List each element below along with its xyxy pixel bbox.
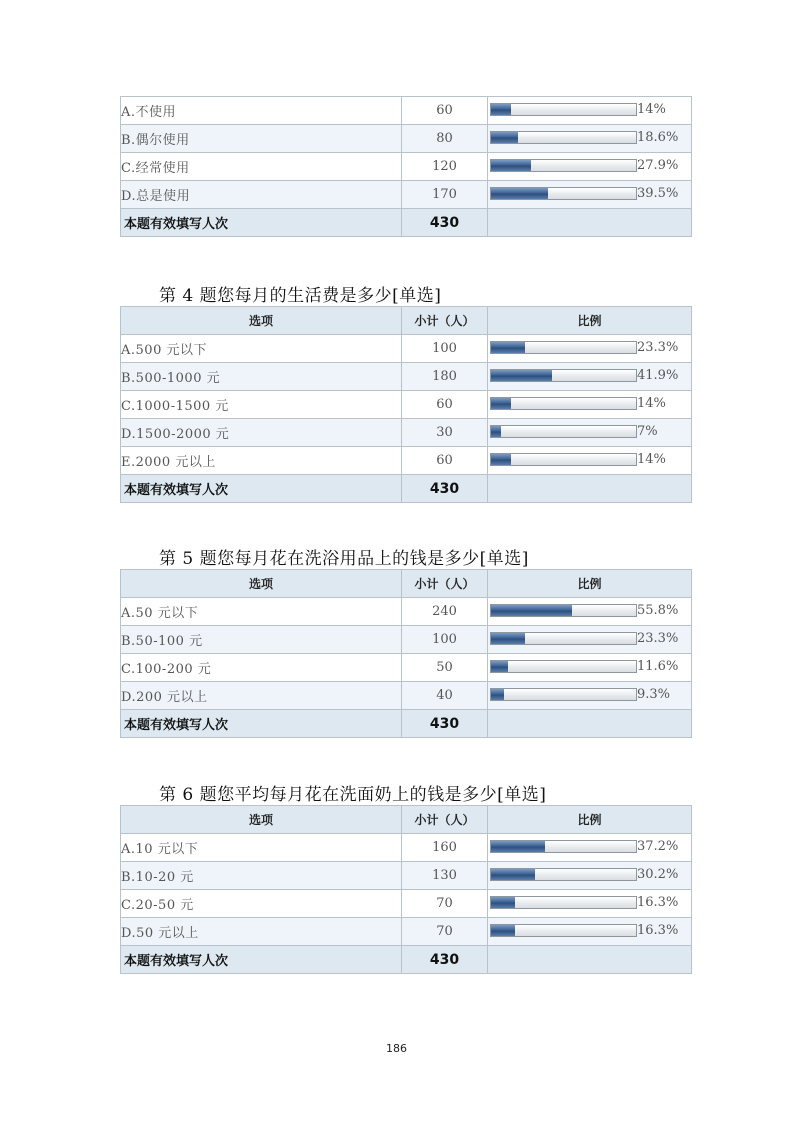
progress-bar [490,103,637,116]
column-header: 小计（人） [402,570,488,598]
table-row [121,654,692,682]
ratio-cell [488,834,692,862]
total-count: 430 [402,710,488,738]
column-header: 小计（人） [402,806,488,834]
progress-bar-fill [491,661,508,672]
total-label: 本题有效填写人次 [121,946,402,974]
percent-label: 27.9% [637,158,679,173]
progress-bar [490,896,637,909]
option-cell: B.偶尔使用 [121,125,402,153]
header-row [121,307,692,335]
option-cell: E.2000 元以上 [121,447,402,475]
percent-label: 14% [637,102,666,117]
progress-bar [490,425,637,438]
ratio-cell [488,97,692,125]
option-cell: C.20-50 元 [121,890,402,918]
progress-bar-fill [491,897,515,908]
progress-bar [490,187,637,200]
progress-bar-fill [491,689,504,700]
option-cell: C.经常使用 [121,153,402,181]
progress-bar-fill [491,370,552,381]
progress-bar-fill [491,454,511,465]
ratio-cell [488,391,692,419]
count-cell: 40 [402,682,488,710]
count-cell: 170 [402,181,488,209]
table-row [121,181,692,209]
count-cell: 70 [402,890,488,918]
progress-bar [490,369,637,382]
progress-bar-fill [491,188,548,199]
percent-label: 9.3% [637,687,671,702]
table-row [121,419,692,447]
ratio-cell [488,626,692,654]
table-row [121,125,692,153]
percent-label: 39.5% [637,186,679,201]
ratio-cell [488,447,692,475]
progress-bar [490,604,637,617]
ratio-cell [488,890,692,918]
progress-bar-fill [491,869,535,880]
progress-bar [490,131,637,144]
progress-bar-fill [491,925,515,936]
progress-bar [490,660,637,673]
percent-label: 11.6% [637,659,679,674]
progress-bar-fill [491,342,525,353]
table-row [121,153,692,181]
page-number: 186 [386,1042,407,1055]
count-cell: 100 [402,626,488,654]
ratio-cell [488,419,692,447]
table-row [121,598,692,626]
total-row [121,710,692,738]
column-header: 选项 [121,806,402,834]
ratio-cell [488,918,692,946]
percent-label: 7% [637,424,658,439]
table-row [121,834,692,862]
ratio-cell [488,125,692,153]
percent-label: 14% [637,396,666,411]
progress-bar [490,868,637,881]
q6-table [120,805,692,974]
progress-bar [490,159,637,172]
option-cell: D.50 元以上 [121,918,402,946]
progress-bar-fill [491,426,501,437]
table-row [121,918,692,946]
count-cell: 60 [402,97,488,125]
ratio-cell [488,862,692,890]
count-cell: 120 [402,153,488,181]
ratio-cell [488,363,692,391]
percent-label: 16.3% [637,895,679,910]
percent-label: 23.3% [637,631,679,646]
progress-bar [490,924,637,937]
option-cell: D.总是使用 [121,181,402,209]
header-row [121,806,692,834]
table-row [121,363,692,391]
ratio-cell [488,682,692,710]
progress-bar [490,453,637,466]
column-header: 比例 [488,307,692,335]
total-empty-cell [488,946,692,974]
count-cell: 160 [402,834,488,862]
table-row [121,97,692,125]
total-empty-cell [488,209,692,237]
percent-label: 23.3% [637,340,679,355]
option-cell: C.100-200 元 [121,654,402,682]
ratio-cell [488,335,692,363]
ratio-cell [488,153,692,181]
total-count: 430 [402,475,488,503]
option-cell: D.1500-2000 元 [121,419,402,447]
progress-bar-fill [491,160,531,171]
option-cell: B.500-1000 元 [121,363,402,391]
progress-bar [490,688,637,701]
option-cell: A.10 元以下 [121,834,402,862]
progress-bar [490,341,637,354]
option-cell: A.500 元以下 [121,335,402,363]
option-cell: C.1000-1500 元 [121,391,402,419]
column-header: 比例 [488,570,692,598]
ratio-cell [488,598,692,626]
progress-bar-fill [491,104,511,115]
total-row [121,209,692,237]
option-cell: B.10-20 元 [121,862,402,890]
option-cell: A.50 元以下 [121,598,402,626]
q4-table [120,306,692,503]
total-label: 本题有效填写人次 [121,475,402,503]
ratio-cell [488,181,692,209]
q4-title: 第 4 题您每月的生活费是多少[单选] [159,286,442,306]
percent-label: 55.8% [637,603,679,618]
column-header: 小计（人） [402,307,488,335]
q5-title: 第 5 题您每月花在洗浴用品上的钱是多少[单选] [159,549,529,569]
count-cell: 30 [402,419,488,447]
progress-bar-fill [491,633,525,644]
total-label: 本题有效填写人次 [121,209,402,237]
table-row [121,682,692,710]
progress-bar-fill [491,841,545,852]
option-cell: A.不使用 [121,97,402,125]
header-row [121,570,692,598]
progress-bar-fill [491,132,518,143]
count-cell: 60 [402,447,488,475]
table-row [121,391,692,419]
total-count: 430 [402,209,488,237]
q3-table [120,96,692,237]
total-row [121,475,692,503]
progress-bar [490,840,637,853]
progress-bar [490,397,637,410]
count-cell: 60 [402,391,488,419]
ratio-cell [488,654,692,682]
total-empty-cell [488,475,692,503]
q6-title: 第 6 题您平均每月花在洗面奶上的钱是多少[单选] [159,785,547,805]
total-row [121,946,692,974]
percent-label: 16.3% [637,923,679,938]
count-cell: 100 [402,335,488,363]
total-label: 本题有效填写人次 [121,710,402,738]
table-row [121,335,692,363]
table-row [121,626,692,654]
count-cell: 180 [402,363,488,391]
count-cell: 240 [402,598,488,626]
percent-label: 37.2% [637,839,679,854]
option-cell: B.50-100 元 [121,626,402,654]
progress-bar-fill [491,605,572,616]
count-cell: 50 [402,654,488,682]
count-cell: 130 [402,862,488,890]
percent-label: 30.2% [637,867,679,882]
column-header: 选项 [121,307,402,335]
percent-label: 18.6% [637,130,679,145]
count-cell: 80 [402,125,488,153]
column-header: 比例 [488,806,692,834]
count-cell: 70 [402,918,488,946]
table-row [121,447,692,475]
percent-label: 14% [637,452,666,467]
table-row [121,890,692,918]
option-cell: D.200 元以上 [121,682,402,710]
total-empty-cell [488,710,692,738]
q5-table [120,569,692,738]
progress-bar-fill [491,398,511,409]
percent-label: 41.9% [637,368,679,383]
total-count: 430 [402,946,488,974]
table-row [121,862,692,890]
column-header: 选项 [121,570,402,598]
progress-bar [490,632,637,645]
